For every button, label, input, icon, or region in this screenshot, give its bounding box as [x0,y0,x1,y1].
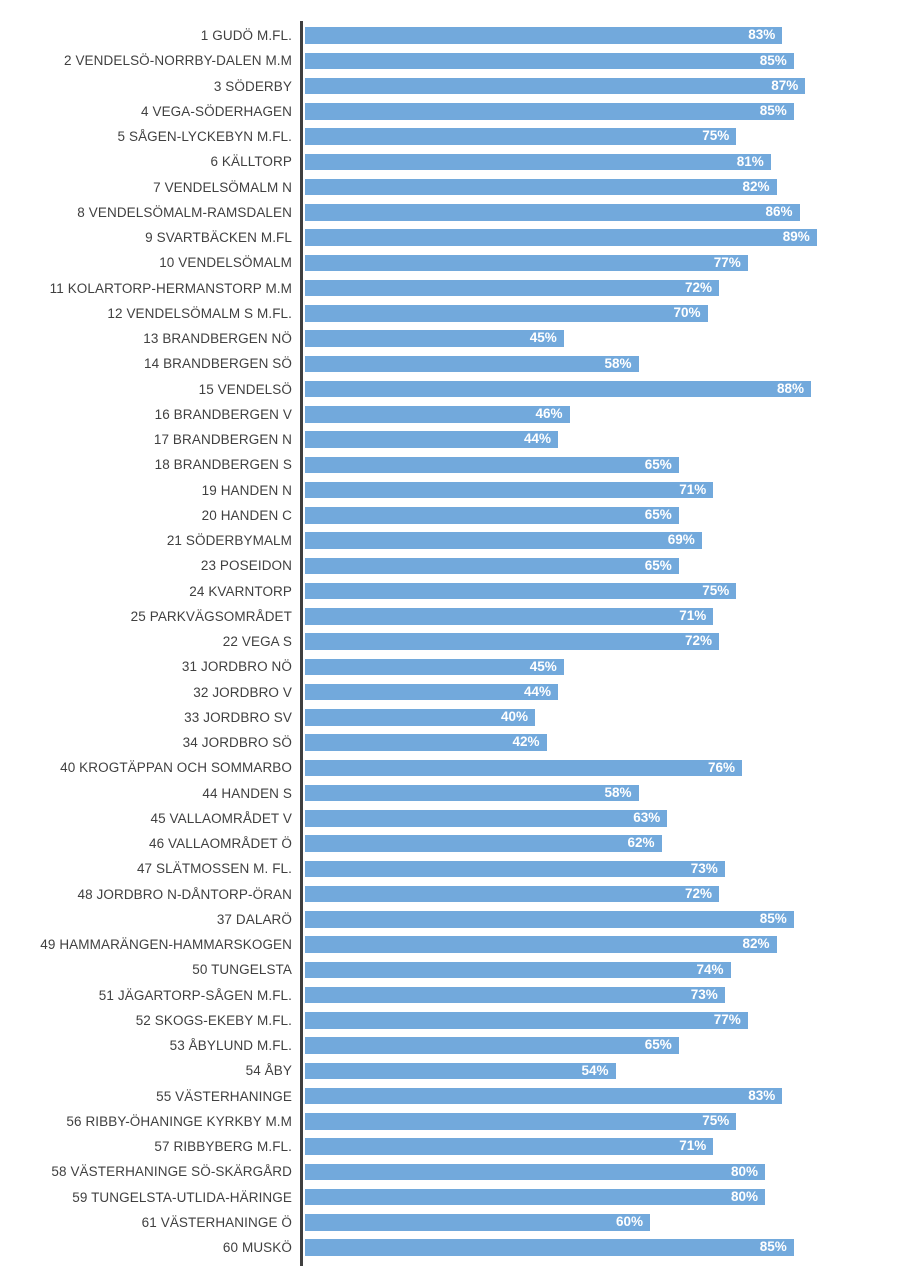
bar-value-label: 80% [730,1188,758,1204]
category-label: 14 BRANDBERGEN SÖ [144,356,292,372]
bar [305,962,731,979]
bar-value-label: 65% [644,507,672,523]
chart-rows [0,23,880,1260]
bar [305,128,736,145]
bar [305,431,558,448]
category-label: 23 POSEIDON [200,558,292,574]
chart-row [0,957,880,982]
chart-row [0,856,880,881]
bar-area [305,204,880,221]
bar-value-label: 65% [644,1037,672,1053]
category-label: 1 GUDÖ M.FL. [200,28,292,44]
bar-value-label: 72% [684,633,712,649]
category-label: 33 JORDBRO SV [184,709,292,725]
bar-area [305,280,880,297]
bar-area [305,608,880,625]
bar-area [305,457,880,474]
category-label: 18 BRANDBERGEN S [154,457,292,473]
bar-value-label: 40% [500,709,528,725]
category-label: 56 RIBBY-ÖHANINGE KYRKBY M.M [66,1113,292,1129]
chart-row [0,1134,880,1159]
category-label: 54 ÅBY [245,1063,292,1079]
category-label: 19 HANDEN N [201,482,292,498]
bar [305,1164,765,1181]
bar [305,255,748,272]
category-label: 2 VENDELSÖ-NORRBY-DALEN M.M [63,53,292,69]
bar [305,280,719,297]
bar-value-label: 75% [702,1113,730,1129]
bar [305,1214,650,1231]
bar-value-label: 88% [776,380,804,396]
bar [305,154,771,171]
bar [305,861,725,878]
bar-area [305,760,880,777]
bar-value-label: 77% [713,1012,741,1028]
chart-row [0,377,880,402]
chart-row [0,806,880,831]
bar [305,1189,765,1206]
bar [305,457,679,474]
chart-row [0,781,880,806]
bar [305,1138,713,1155]
bar [305,78,805,95]
bar [305,785,639,802]
bar [305,583,736,600]
bar-area [305,53,880,70]
bar-area [305,381,880,398]
chart-row [0,276,880,301]
bar-value-label: 65% [644,557,672,573]
category-label: 59 TUNGELSTA-UTLIDA-HÄRINGE [72,1189,292,1205]
category-label: 53 ÅBYLUND M.FL. [169,1038,292,1054]
bar-value-label: 80% [730,1163,758,1179]
bar [305,381,811,398]
category-label: 50 TUNGELSTA [192,962,292,978]
chart-row [0,907,880,932]
bar-area [305,103,880,120]
bar-value-label: 76% [707,759,735,775]
chart-row [0,452,880,477]
category-label: 49 HAMMARÄNGEN-HAMMARSKOGEN [40,937,292,953]
chart-row [0,503,880,528]
bar-value-label: 42% [512,734,540,750]
y-axis-line [300,21,303,1266]
bar-value-label: 44% [523,431,551,447]
bar-value-label: 83% [748,1087,776,1103]
chart-row [0,478,880,503]
bar-value-label: 85% [759,1239,787,1255]
bar [305,936,777,953]
bar-value-label: 58% [604,355,632,371]
chart-row [0,705,880,730]
bar-area [305,1214,880,1231]
category-label: 11 KOLARTORP-HERMANSTORP M.M [49,280,292,296]
chart-row [0,48,880,73]
bar-area [305,1063,880,1080]
category-label: 37 DALARÖ [216,911,292,927]
bar-value-label: 74% [696,961,724,977]
bar-value-label: 72% [684,279,712,295]
category-label: 52 SKOGS-EKEBY M.FL. [135,1012,292,1028]
chart-row [0,680,880,705]
bar [305,1113,736,1130]
category-label: 48 JORDBRO N-DÅNTORP-ÖRAN [77,886,292,902]
chart-row [0,326,880,351]
bar [305,204,800,221]
bar [305,406,570,423]
chart-row [0,553,880,578]
chart-row [0,579,880,604]
bar-area [305,810,880,827]
bar-area [305,78,880,95]
bar-value-label: 72% [684,885,712,901]
bar-value-label: 60% [615,1214,643,1230]
bar-value-label: 81% [736,153,764,169]
chart-row [0,175,880,200]
chart-row [0,1084,880,1109]
bar-area [305,128,880,145]
bar-area [305,936,880,953]
category-label: 17 BRANDBERGEN N [153,432,292,448]
chart-row [0,654,880,679]
bar-value-label: 71% [679,481,707,497]
bar [305,608,713,625]
bar [305,659,564,676]
bar-value-label: 85% [759,911,787,927]
category-label: 34 JORDBRO SÖ [182,735,292,751]
category-label: 31 JORDBRO NÖ [181,659,292,675]
bar [305,482,713,499]
bar-value-label: 44% [523,683,551,699]
chart-row [0,225,880,250]
bar-value-label: 69% [667,532,695,548]
chart-row [0,1210,880,1235]
bar [305,810,667,827]
chart-row [0,1033,880,1058]
bar-area [305,507,880,524]
chart-row [0,23,880,48]
category-label: 10 VENDELSÖMALM [159,255,292,271]
bar-value-label: 85% [759,103,787,119]
bar-value-label: 75% [702,582,730,598]
bar [305,103,794,120]
bar-area [305,482,880,499]
category-label: 7 VENDELSÖMALM N [153,179,292,195]
bar-area [305,861,880,878]
bar-area [305,734,880,751]
chart-row [0,528,880,553]
bar [305,1088,782,1105]
bar-area [305,1164,880,1181]
category-label: 20 HANDEN C [201,507,292,523]
chart-row [0,200,880,225]
chart-row [0,1058,880,1083]
bar [305,734,547,751]
bar-value-label: 82% [742,936,770,952]
category-label: 51 JÄGARTORP-SÅGEN M.FL. [98,987,292,1003]
bar-value-label: 70% [673,305,701,321]
bar-area [305,330,880,347]
bar-area [305,532,880,549]
category-label: 45 VALLAOMRÅDET V [150,810,292,826]
bar [305,356,639,373]
category-label: 9 SVARTBÄCKEN M.FL [145,230,292,246]
bar [305,1239,794,1256]
bar-value-label: 77% [713,254,741,270]
category-label: 5 SÅGEN-LYCKEBYN M.FL. [117,129,292,145]
bar [305,1012,748,1029]
bar-area [305,1037,880,1054]
bar-area [305,1113,880,1130]
category-label: 61 VÄSTERHANINGE Ö [141,1214,292,1230]
chart-row [0,1185,880,1210]
bar [305,709,535,726]
chart-row [0,604,880,629]
category-label: 58 VÄSTERHANINGE SÖ-SKÄRGÅRD [51,1164,292,1180]
bar [305,760,742,777]
bar-area [305,962,880,979]
bar-area [305,154,880,171]
category-label: 22 VEGA S [222,634,292,650]
category-label: 47 SLÄTMOSSEN M. FL. [136,861,292,877]
bar-value-label: 71% [679,1138,707,1154]
chart-row [0,882,880,907]
chart-row [0,427,880,452]
chart-row [0,932,880,957]
bar [305,507,679,524]
chart-row [0,1109,880,1134]
chart-row [0,1159,880,1184]
bar-area [305,886,880,903]
chart-row [0,1235,880,1260]
bar-area [305,305,880,322]
bar-value-label: 63% [633,810,661,826]
bar [305,1063,616,1080]
bar [305,911,794,928]
bar [305,633,719,650]
bar-value-label: 45% [529,330,557,346]
bar-area [305,987,880,1004]
bar [305,532,702,549]
chart-row [0,74,880,99]
bar [305,330,564,347]
chart-row [0,983,880,1008]
bar-value-label: 45% [529,658,557,674]
category-label: 46 VALLAOMRÅDET Ö [148,836,292,852]
category-label: 15 VENDELSÖ [198,381,292,397]
bar-value-label: 85% [759,52,787,68]
bar-value-label: 73% [690,986,718,1002]
bar-value-label: 73% [690,860,718,876]
bar-area [305,709,880,726]
chart-row [0,755,880,780]
chart-row [0,250,880,275]
bar-area [305,911,880,928]
bar-value-label: 89% [782,229,810,245]
bar [305,229,817,246]
bar-value-label: 62% [627,835,655,851]
category-label: 21 SÖDERBYMALM [166,533,292,549]
category-label: 6 KÄLLTORP [210,154,292,170]
category-label: 3 SÖDERBY [213,78,292,94]
category-label: 40 KROGTÄPPAN OCH SOMMARBO [60,760,292,776]
bar-value-label: 86% [765,204,793,220]
bar-value-label: 46% [535,406,563,422]
category-label: 16 BRANDBERGEN V [154,406,292,422]
bar-area [305,27,880,44]
bar-value-label: 65% [644,456,672,472]
category-label: 8 VENDELSÖMALM-RAMSDALEN [77,204,292,220]
category-label: 32 JORDBRO V [193,684,292,700]
bar-area [305,356,880,373]
bar-area [305,1189,880,1206]
bar-value-label: 87% [771,77,799,93]
bar-value-label: 82% [742,178,770,194]
bar-area [305,835,880,852]
bar-area [305,659,880,676]
chart-row [0,629,880,654]
bar [305,886,719,903]
category-label: 24 KVARNTORP [189,583,292,599]
bar-area [305,1088,880,1105]
bar [305,27,782,44]
bar [305,53,794,70]
bar-area [305,229,880,246]
bar-area [305,633,880,650]
chart-row [0,301,880,326]
bar [305,558,679,575]
chart-row [0,351,880,376]
bar-area [305,558,880,575]
bar [305,179,777,196]
category-label: 4 VEGA-SÖDERHAGEN [141,103,292,119]
bar-area [305,785,880,802]
bar [305,835,662,852]
category-label: 60 MUSKÖ [222,1240,292,1256]
bar-area [305,179,880,196]
category-label: 55 VÄSTERHANINGE [156,1088,292,1104]
category-label: 12 VENDELSÖMALM S M.FL. [107,305,292,321]
chart-row [0,831,880,856]
bar-area [305,255,880,272]
bar [305,1037,679,1054]
chart-row [0,402,880,427]
bar [305,684,558,701]
bar-area [305,684,880,701]
bar-area [305,1138,880,1155]
category-label: 25 PARKVÄGSOMRÅDET [130,608,292,624]
chart-row [0,124,880,149]
chart-row [0,730,880,755]
bar [305,987,725,1004]
chart-row [0,99,880,124]
bar-area [305,431,880,448]
chart-row [0,1008,880,1033]
bar-area [305,583,880,600]
bar-value-label: 71% [679,608,707,624]
category-label: 13 BRANDBERGEN NÖ [143,331,292,347]
bar-value-label: 58% [604,784,632,800]
bar-area [305,1239,880,1256]
category-label: 44 HANDEN S [202,785,292,801]
bar-value-label: 75% [702,128,730,144]
bar-value-label: 54% [581,1062,609,1078]
category-label: 57 RIBBYBERG M.FL. [154,1139,292,1155]
chart-row [0,149,880,174]
bar-area [305,1012,880,1029]
bar-value-label: 83% [748,27,776,43]
bar [305,305,708,322]
bar-area [305,406,880,423]
